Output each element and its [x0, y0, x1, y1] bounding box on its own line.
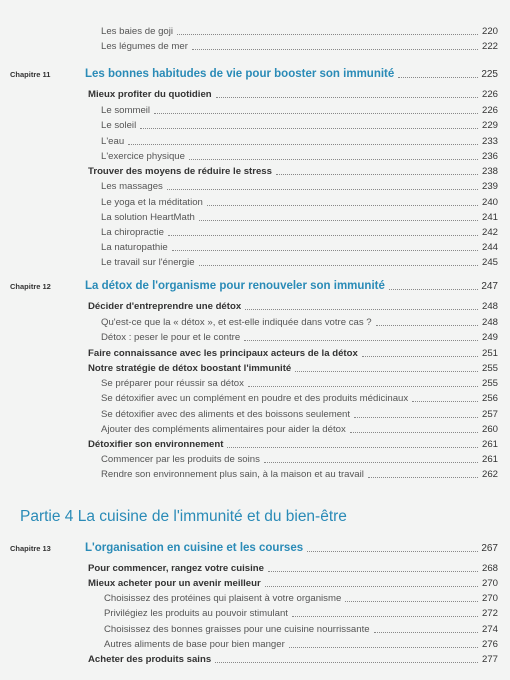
toc-entry [0, 38, 510, 54]
entry-title: Commencer par les produits de soins [101, 453, 260, 465]
entry-title: Ajouter des compléments alimentaires pour aider la détox [101, 423, 346, 435]
toc-entry [0, 436, 510, 452]
entry-title: Choisissez des bonnes graisses pour une cuisine nourrissante [104, 623, 370, 635]
page-number: 226 [481, 104, 498, 116]
chapter-label: Chapitre 11 [10, 69, 51, 79]
dot-leader [216, 97, 478, 98]
toc-entry [0, 194, 510, 210]
page-number: 225 [481, 68, 498, 80]
dot-leader [248, 386, 478, 387]
toc-entry [0, 314, 510, 330]
entry-title: La solution HeartMath [101, 211, 195, 223]
entry-title: Se détoxifier avec un complément en poudre et des produits médicinaux [101, 392, 409, 404]
part-title: La cuisine de l'immunité et du bien-être [77, 508, 347, 525]
dot-leader [244, 340, 478, 341]
toc-entry [0, 590, 510, 606]
page-number: 220 [481, 25, 498, 37]
dot-leader [289, 647, 478, 648]
dot-leader [268, 571, 478, 572]
page-number: 244 [481, 241, 498, 253]
page-number: 239 [481, 180, 498, 192]
entry-title: Le travail sur l'énergie [101, 256, 195, 268]
entry-title: Choisissez des protéines qui plaisent à votre organisme [104, 592, 342, 604]
toc-entry [0, 406, 510, 422]
page-number: 222 [481, 40, 498, 52]
page-number: 268 [481, 562, 498, 574]
page-number: 229 [481, 119, 498, 131]
toc-entry [0, 466, 510, 482]
dot-leader [154, 113, 478, 114]
toc-entry [0, 345, 510, 361]
page-number: 255 [481, 362, 498, 374]
entry-title: Autres aliments de base pour bien manger [104, 638, 285, 650]
entry-title: Faire connaissance avec les principaux acteurs de la détox [88, 347, 358, 359]
page-number: 255 [481, 377, 498, 389]
entry-title: Se détoxifier avec des aliments et des boissons seulement [101, 408, 351, 420]
entry-title: L'eau [101, 135, 125, 147]
entry-title: Acheter des produits sains [88, 653, 212, 665]
toc-entry [0, 575, 510, 591]
part-number: Partie 4 [20, 508, 74, 525]
page-number: 248 [481, 316, 498, 328]
entry-title: Détoxifier son environnement [88, 438, 224, 450]
dot-leader [168, 235, 478, 236]
dot-leader [207, 205, 478, 206]
entry-title: Détox : peser le pour et le contre [101, 331, 241, 343]
page-number: 245 [481, 256, 498, 268]
toc-entry [0, 329, 510, 345]
toc-entry [0, 360, 510, 376]
entry-title: La naturopathie [101, 241, 168, 253]
entry-title: Se préparer pour réussir sa détox [101, 377, 244, 389]
toc-entry [0, 636, 510, 652]
page-number: 248 [481, 300, 498, 312]
page-number: 274 [481, 623, 498, 635]
page-number: 260 [481, 423, 498, 435]
dot-leader [412, 401, 478, 402]
page-number: 257 [481, 408, 498, 420]
dot-leader [192, 49, 478, 50]
toc-entry [0, 560, 510, 576]
page-number: 256 [481, 392, 498, 404]
toc-entry [0, 451, 510, 467]
dot-leader [362, 356, 478, 357]
page-number: 249 [481, 331, 498, 343]
dot-leader [265, 586, 478, 587]
page-number: 247 [481, 280, 498, 292]
toc-entry [0, 23, 510, 39]
toc-entry [0, 178, 510, 194]
toc-entry [0, 651, 510, 667]
chapter-row [0, 278, 510, 294]
dot-leader [354, 417, 478, 418]
page-number: 226 [481, 88, 498, 100]
chapter-label: Chapitre 13 [10, 543, 51, 553]
entry-title: Trouver des moyens de réduire le stress [88, 165, 272, 177]
dot-leader [199, 265, 478, 266]
dot-leader [376, 325, 478, 326]
dot-leader [389, 289, 478, 290]
page-number: 270 [481, 592, 498, 604]
chapter-row [0, 540, 510, 556]
toc-entry [0, 117, 510, 133]
toc-entry [0, 621, 510, 637]
entry-title: Mieux acheter pour un avenir meilleur [88, 577, 261, 589]
entry-title: L'organisation en cuisine et les courses [85, 542, 304, 554]
page-number: 236 [481, 150, 498, 162]
dot-leader [350, 432, 478, 433]
entry-title: Les légumes de mer [101, 40, 188, 52]
page-number: 267 [481, 542, 498, 554]
page-number: 261 [481, 438, 498, 450]
page-number: 233 [481, 135, 498, 147]
dot-leader [292, 616, 478, 617]
part-heading [20, 508, 347, 526]
entry-title: Pour commencer, rangez votre cuisine [88, 562, 264, 574]
toc-entry [0, 133, 510, 149]
entry-title: L'exercice physique [101, 150, 185, 162]
entry-title: Les massages [101, 180, 163, 192]
toc-entry [0, 148, 510, 164]
dot-leader [295, 371, 478, 372]
entry-title: Privilégiez les produits au pouvoir stimulant [104, 607, 288, 619]
entry-title: La chiropractie [101, 226, 164, 238]
dot-leader [177, 34, 478, 35]
toc-entry [0, 375, 510, 391]
entry-title: Qu'est-ce que la « détox », et est-elle indiquée dans votre cas ? [101, 316, 372, 328]
dot-leader [368, 477, 478, 478]
page-number: 251 [481, 347, 498, 359]
dot-leader [276, 174, 478, 175]
toc-entry [0, 209, 510, 225]
dot-leader [374, 632, 478, 633]
dot-leader [398, 77, 478, 78]
page-number: 238 [481, 165, 498, 177]
dot-leader [307, 551, 478, 552]
toc-entry [0, 254, 510, 270]
page-number: 262 [481, 468, 498, 480]
toc-entry [0, 86, 510, 102]
dot-leader [264, 462, 478, 463]
page-number: 242 [481, 226, 498, 238]
toc-entry [0, 239, 510, 255]
dot-leader [245, 309, 478, 310]
entry-title: Les baies de goji [101, 25, 174, 37]
page-number: 270 [481, 577, 498, 589]
chapter-row [0, 66, 510, 82]
entry-title: Mieux profiter du quotidien [88, 88, 212, 100]
dot-leader [172, 250, 478, 251]
toc-entry [0, 298, 510, 314]
dot-leader [199, 220, 478, 221]
entry-title: Le sommeil [101, 104, 151, 116]
dot-leader [128, 144, 478, 145]
dot-leader [227, 447, 478, 448]
entry-title: Le yoga et la méditation [101, 196, 203, 208]
dot-leader [345, 601, 478, 602]
entry-title: Le soleil [101, 119, 137, 131]
page-number: 272 [481, 607, 498, 619]
toc-entry [0, 421, 510, 437]
toc-entry [0, 102, 510, 118]
page-number: 277 [481, 653, 498, 665]
entry-title: La détox de l'organisme pour renouveler son immunité [85, 280, 385, 292]
entry-title: Rendre son environnement plus sain, à la maison et au travail [101, 468, 364, 480]
toc-entry [0, 224, 510, 240]
page-number: 241 [481, 211, 498, 223]
toc-entry [0, 605, 510, 621]
dot-leader [215, 662, 478, 663]
dot-leader [140, 128, 478, 129]
page-number: 276 [481, 638, 498, 650]
chapter-label: Chapitre 12 [10, 281, 51, 291]
toc-entry [0, 390, 510, 406]
dot-leader [167, 189, 478, 190]
toc-entry [0, 163, 510, 179]
page-number: 240 [481, 196, 498, 208]
entry-title: Notre stratégie de détox boostant l'immunité [88, 362, 292, 374]
entry-title: Les bonnes habitudes de vie pour booster son immunité [85, 68, 395, 80]
entry-title: Décider d'entreprendre une détox [88, 300, 242, 312]
dot-leader [189, 159, 478, 160]
page-number: 261 [481, 453, 498, 465]
